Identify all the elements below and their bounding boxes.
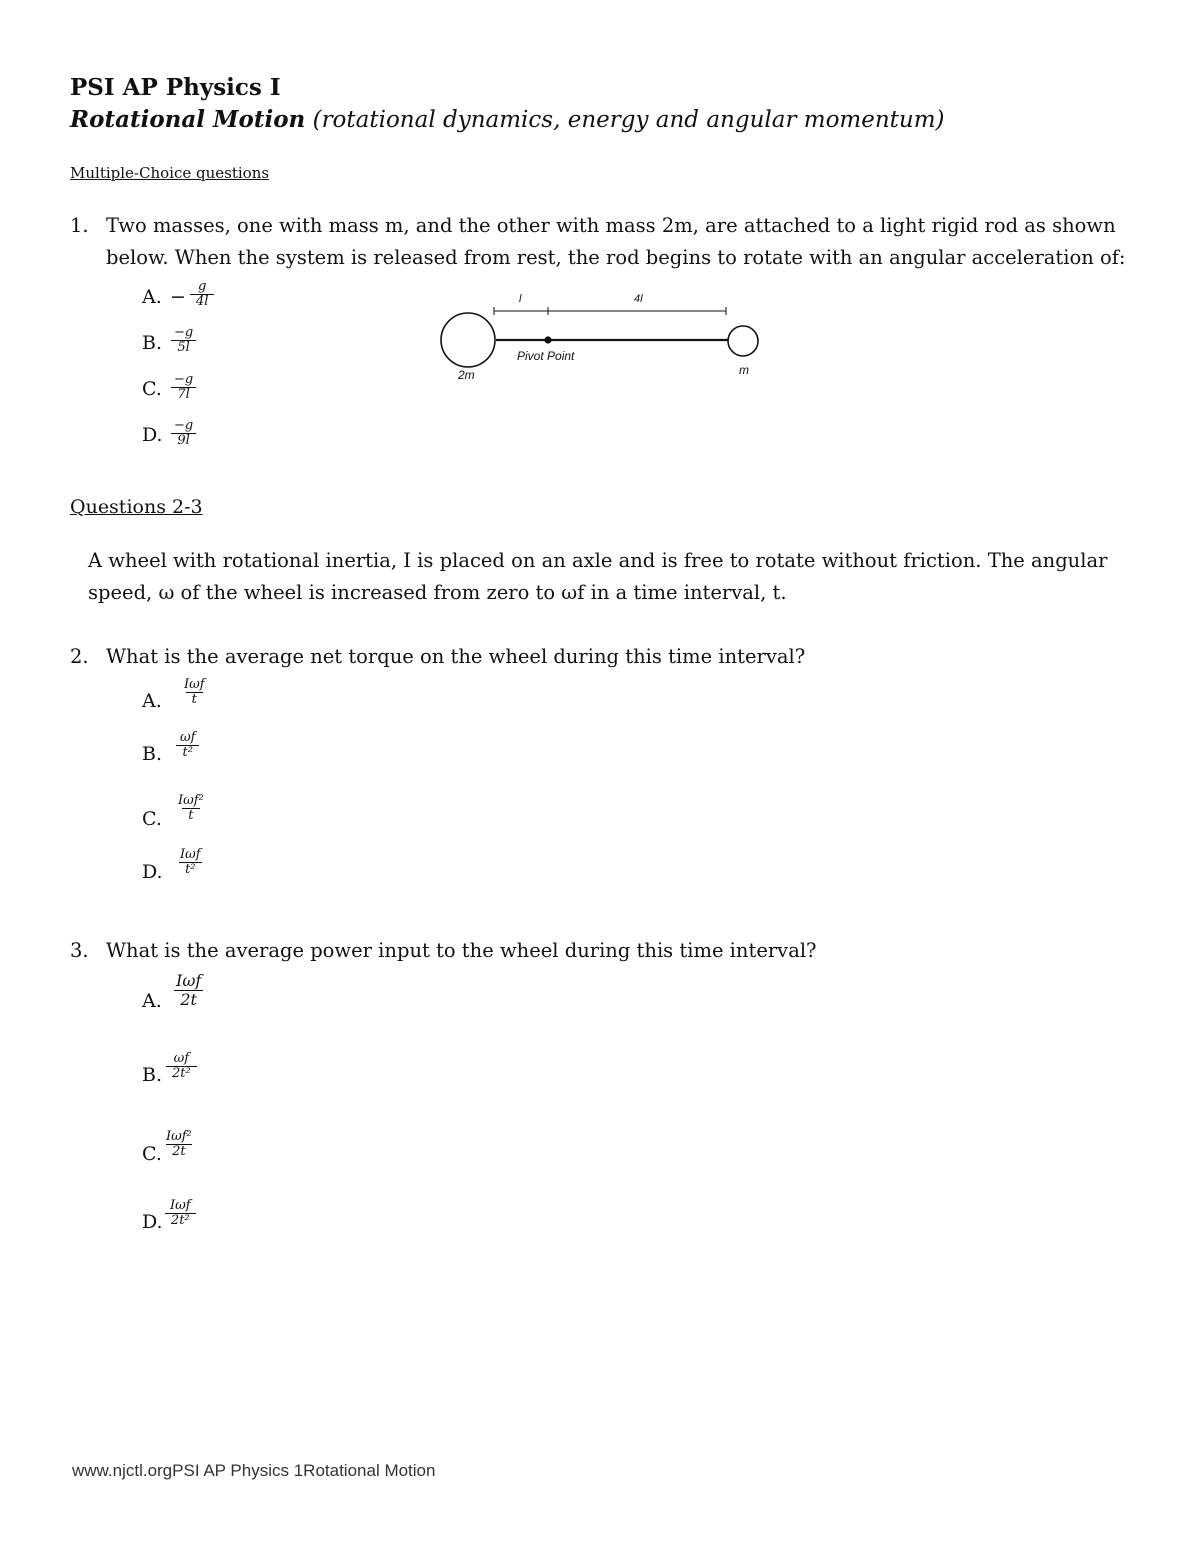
section-heading-q23: Questions 2-3 (70, 496, 203, 518)
rod-masses-diagram (430, 284, 770, 384)
numerator: Iωf (176, 971, 202, 990)
stem-line2: speed, ω of the wheel is increased from zero to ωf in a time interval, t. (88, 581, 787, 604)
q1-text-line1: Two masses, one with mass m, and the other with mass 2m, are attached to a light rigid rod as shown (106, 214, 1116, 237)
q2-number: 2. (70, 645, 89, 668)
denominator: 2t² (165, 1213, 196, 1228)
q3-number: 3. (70, 939, 89, 962)
denominator: t² (176, 745, 198, 760)
numerator: Iωf (170, 1198, 191, 1213)
numerator: Iωf² (178, 793, 204, 808)
q2-option-b-letter: B. (142, 743, 163, 765)
subtitle-rest: (rotational dynamics, energy and angular momentum) (305, 107, 945, 133)
label-right-length: 4l (634, 293, 643, 305)
q3-option-c-letter: C. (142, 1143, 162, 1165)
q3-option-a-letter: A. (142, 990, 162, 1012)
numerator: −g (174, 418, 194, 433)
numerator: Iωf (180, 847, 201, 862)
numerator: ωf (180, 730, 196, 745)
q3-option-a-fraction (170, 972, 207, 1009)
denominator: 4l (190, 294, 214, 309)
q2-text: What is the average net torque on the wheel during this time interval? (106, 645, 806, 668)
mass-m-circle (728, 326, 758, 356)
q2-option-c-fraction (172, 794, 210, 823)
denominator: t (186, 692, 203, 707)
q2-option-a-letter: A. (142, 690, 162, 712)
numerator: −g (174, 325, 194, 340)
q2-option-a-fraction (178, 678, 211, 707)
denominator: 2t² (166, 1066, 197, 1081)
label-left-length: l (519, 293, 522, 305)
mass-2m-circle (441, 313, 495, 367)
q1-text-line2: below. When the system is released from rest, the rod begins to rotate with an angular acceleration of: (106, 246, 1126, 269)
q3-text: What is the average power input to the wheel during this time interval? (106, 939, 817, 962)
q2-option-d-letter: D. (142, 861, 163, 883)
q3-option-b-letter: B. (142, 1064, 163, 1086)
page-footer: www.njctl.orgPSI AP Physics 1Rotational Motion (72, 1461, 436, 1480)
q2-option-b-fraction (174, 731, 201, 760)
q1-option-b-fraction (168, 326, 199, 355)
numerator: Iωf (184, 677, 205, 692)
numerator: g (198, 279, 207, 294)
q3-option-c-fraction (160, 1130, 198, 1159)
q3-option-d-letter: D. (142, 1211, 163, 1233)
q1-option-a-sign: − (170, 286, 186, 308)
q3-option-b-fraction (166, 1052, 197, 1081)
subtitle-bold: Rotational Motion (70, 106, 306, 133)
numerator: Iωf² (166, 1129, 192, 1144)
q1-option-d-fraction (168, 419, 199, 448)
q2-option-d-fraction (174, 848, 207, 877)
q1-option-a-letter: A. (142, 286, 162, 308)
denominator: 5l (171, 340, 195, 355)
denominator: 2t (166, 1144, 192, 1159)
section-heading-mc: Multiple-Choice questions (70, 164, 270, 182)
q3-option-d-fraction (164, 1199, 197, 1228)
numerator: −g (174, 372, 194, 387)
page-subtitle (70, 106, 945, 133)
denominator: 7l (171, 387, 195, 402)
q1-number: 1. (70, 214, 89, 237)
numerator: ωf (173, 1051, 190, 1066)
q1-option-d-letter: D. (142, 424, 163, 446)
denominator: t (182, 808, 199, 823)
pivot-point-label: Pivot Point (517, 349, 575, 363)
q1-option-c-fraction (168, 373, 199, 402)
denominator: 2t (174, 990, 203, 1009)
q1-option-b-letter: B. (142, 332, 163, 354)
label-mass-m: m (739, 363, 749, 377)
denominator: 9l (171, 433, 195, 448)
denominator: t² (179, 862, 201, 877)
stem-line1: A wheel with rotational inertia, I is placed on an axle and is free to rotate without friction. The angular (88, 549, 1108, 572)
pivot-point-dot (544, 336, 551, 343)
q1-option-a-fraction (190, 280, 214, 309)
q1-option-c-letter: C. (142, 378, 162, 400)
page-title: PSI AP Physics I (70, 74, 281, 101)
label-mass-2m: 2m (458, 368, 475, 382)
q2-option-c-letter: C. (142, 808, 162, 830)
